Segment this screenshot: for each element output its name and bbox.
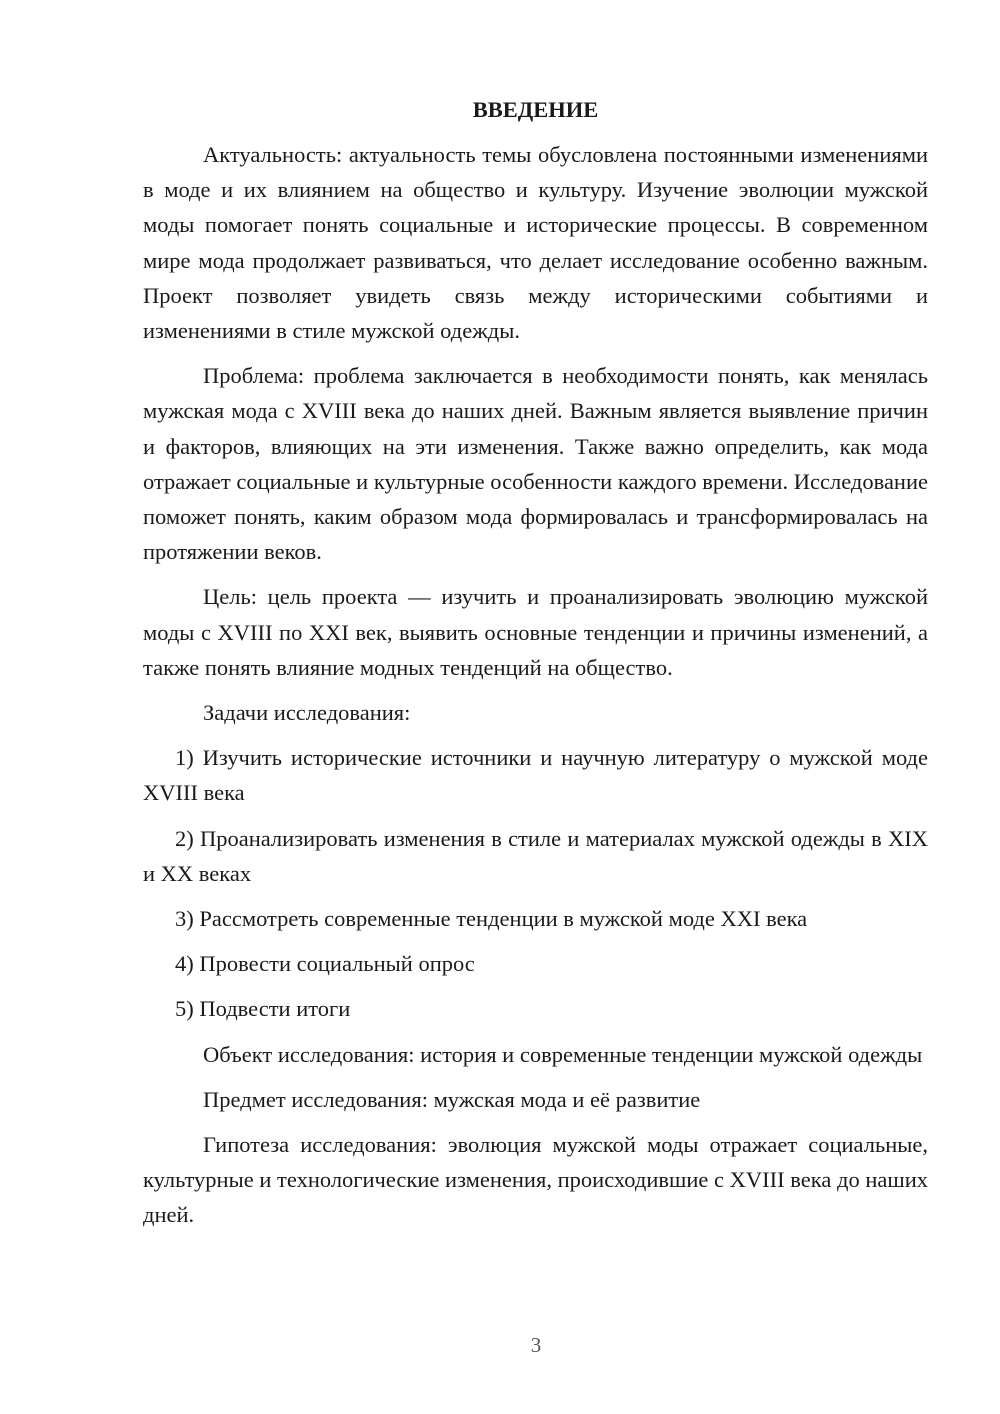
document-body: [143, 92, 928, 1243]
task-item-4: 4) Провести социальный опрос: [175, 951, 475, 977]
task-item-1: 1) Изучить исторические источники и научную литературу о мужской моде XVIII века: [143, 745, 928, 806]
paragraph-object: Объект исследования: история и современные тенденции мужской одежды: [203, 1041, 923, 1067]
page-number: 3: [530, 1333, 542, 1357]
task-item-5: 5) Подвести итоги: [175, 996, 351, 1022]
paragraph-relevance: Актуальность: актуальность темы обусловлена постоянными изменениями в моде и их влиянием на общество и культуру. Изучение эволюции мужской моды помогает понять социальные и исторические процессы. В современном мире мода продолжает развиваться, что делает исследование особенно важным. Проект позволяет увидеть связь между историческими событиями и изменениями в стиле мужской одежды.: [143, 142, 928, 344]
paragraph-hypothesis: Гипотеза исследования: эволюция мужской моды отражает социальные, культурные и технологические изменения, происходившие с XVIII века до наших дней.: [143, 1132, 928, 1228]
tasks-title: Задачи исследования:: [203, 700, 411, 726]
page-title: ВВЕДЕНИЕ: [472, 97, 599, 122]
paragraph-goal: Цель: цель проекта — изучить и проанализировать эволюцию мужской моды с XVIII по XXI век, выявить основные тенденции и причины изменений, а также понять влияние модных тенденций на общество.: [143, 584, 928, 680]
paragraph-problem: Проблема: проблема заключается в необходимости понять, как менялась мужская мода с XVIII века до наших дней. Важным является выявление причин и факторов, влияющих на эти изменения. Также важно определить, как мода отражает социальные и культурные особенности каждого времени. Исследование поможет понять, каким образом мода формировалась и трансформировалась на протяжении веков.: [143, 363, 928, 565]
task-item-3: 3) Рассмотреть современные тенденции в мужской моде XXI века: [175, 906, 808, 932]
task-item-2: 2) Проанализировать изменения в стиле и материалах мужской одежды в XIX и XX веках: [143, 825, 928, 886]
paragraph-subject: Предмет исследования: мужская мода и её развитие: [203, 1086, 701, 1112]
